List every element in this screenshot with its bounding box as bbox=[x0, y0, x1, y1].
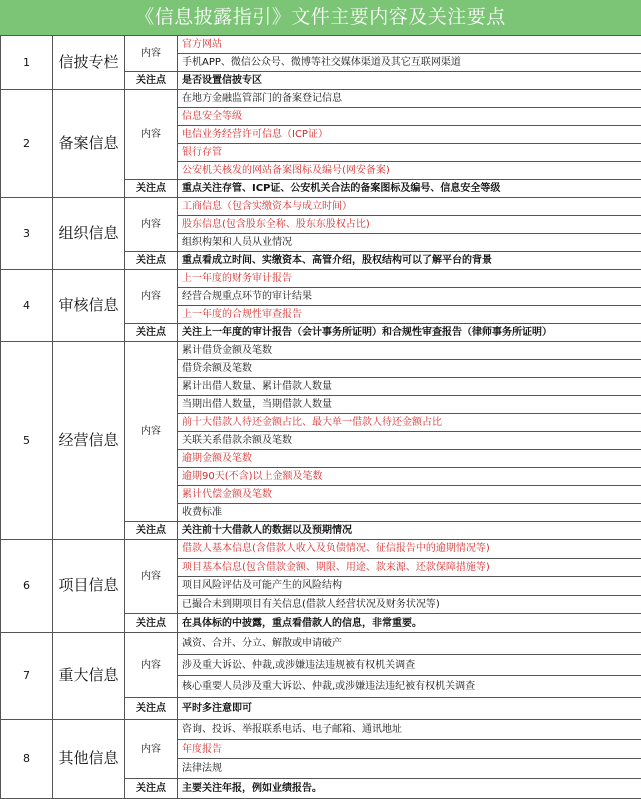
section-number: 3 bbox=[1, 198, 53, 270]
section-number: 2 bbox=[1, 90, 53, 198]
table-row bbox=[1, 90, 641, 108]
table-row bbox=[1, 198, 641, 216]
focus-label: 关注点 bbox=[125, 180, 178, 198]
focus-text: 关注前十大借款人的数据以及预期情况 bbox=[178, 522, 641, 540]
focus-text: 主要关注年报，例如业绩报告。 bbox=[178, 779, 641, 799]
content-item: 已撮合未到期项目有关信息(借款人经营状况及财务状况等) bbox=[178, 595, 641, 614]
focus-label: 关注点 bbox=[125, 72, 178, 90]
content-item: 年度报告 bbox=[178, 739, 641, 759]
focus-label: 关注点 bbox=[125, 522, 178, 540]
focus-text: 重点关注存管、ICP证、公安机关合法的备案图标及编号、信息安全等级 bbox=[178, 180, 641, 198]
content-item: 咨询、投诉、举报联系电话、电子邮箱、通讯地址 bbox=[178, 719, 641, 739]
content-item: 逾期金额及笔数 bbox=[178, 450, 641, 468]
content-item: 核心重要人员涉及重大诉讼、仲裁,或涉嫌违法违纪被有权机关调查 bbox=[178, 676, 641, 698]
content-item: 股东信息(包含股东全称、股东东股权占比) bbox=[178, 216, 641, 234]
content-item: 上一年度的合规性审查报告 bbox=[178, 306, 641, 324]
content-label: 内容 bbox=[125, 719, 178, 778]
content-item: 工商信息（包含实缴资本与成立时间） bbox=[178, 198, 641, 216]
section-name: 重大信息 bbox=[53, 632, 125, 719]
content-item: 收费标准 bbox=[178, 504, 641, 522]
content-item: 累计出借人数量、累计借款人数量 bbox=[178, 378, 641, 396]
content-item: 官方网站 bbox=[178, 36, 641, 54]
table-row bbox=[1, 632, 641, 654]
section-number: 8 bbox=[1, 719, 53, 798]
content-item: 组织构架和人员从业情况 bbox=[178, 234, 641, 252]
content-item: 银行存管 bbox=[178, 144, 641, 162]
content-label: 内容 bbox=[125, 342, 178, 522]
content-item: 经营合规重点环节的审计结果 bbox=[178, 288, 641, 306]
section-name: 审核信息 bbox=[53, 270, 125, 342]
focus-label: 关注点 bbox=[125, 324, 178, 342]
content-item: 减资、合并、分立、解散或申请破产 bbox=[178, 632, 641, 654]
section-name: 信披专栏 bbox=[53, 36, 125, 90]
section-number: 6 bbox=[1, 540, 53, 633]
focus-label: 关注点 bbox=[125, 614, 178, 633]
section-name: 备案信息 bbox=[53, 90, 125, 198]
disclosure-table bbox=[0, 35, 641, 799]
content-item: 信息安全等级 bbox=[178, 108, 641, 126]
section-number: 7 bbox=[1, 632, 53, 719]
focus-text: 关注上一年度的审计报告（会计事务所证明）和合规性审查报告（律师事务所证明） bbox=[178, 324, 641, 342]
focus-label: 关注点 bbox=[125, 698, 178, 720]
content-label: 内容 bbox=[125, 632, 178, 697]
section-number: 5 bbox=[1, 342, 53, 540]
content-item: 逾期90天(不含)以上金额及笔数 bbox=[178, 468, 641, 486]
content-label: 内容 bbox=[125, 90, 178, 180]
content-item: 在地方金融监管部门的备案登记信息 bbox=[178, 90, 641, 108]
content-label: 内容 bbox=[125, 198, 178, 252]
content-item: 公安机关核发的网站备案图标及编号(网安备案) bbox=[178, 162, 641, 180]
section-name: 其他信息 bbox=[53, 719, 125, 798]
content-item: 前十大借款人待还金额占比、最大单一借款人待还金额占比 bbox=[178, 414, 641, 432]
focus-label: 关注点 bbox=[125, 252, 178, 270]
content-item: 借款人基本信息(含借款人收入及负债情况、征信报告中的逾期情况等) bbox=[178, 540, 641, 559]
page-title: 《信息披露指引》文件主要内容及关注要点 bbox=[0, 0, 641, 35]
content-item: 涉及重大诉讼、仲裁,或涉嫌违法违规被有权机关调查 bbox=[178, 654, 641, 676]
content-item: 当期出借人数量，当期借款人数量 bbox=[178, 396, 641, 414]
content-item: 借贷余额及笔数 bbox=[178, 360, 641, 378]
content-label: 内容 bbox=[125, 270, 178, 324]
content-item: 累计借贷金额及笔数 bbox=[178, 342, 641, 360]
focus-text: 重点看成立时间、实缴资本、高管介绍，股权结构可以了解平台的背景 bbox=[178, 252, 641, 270]
content-item: 累计代偿金额及笔数 bbox=[178, 486, 641, 504]
focus-text: 是否设置信披专区 bbox=[178, 72, 641, 90]
focus-text: 平时多注意即可 bbox=[178, 698, 641, 720]
section-name: 经营信息 bbox=[53, 342, 125, 540]
focus-label: 关注点 bbox=[125, 779, 178, 799]
content-item: 法律法规 bbox=[178, 759, 641, 779]
section-name: 项目信息 bbox=[53, 540, 125, 633]
section-number: 4 bbox=[1, 270, 53, 342]
table-row bbox=[1, 36, 641, 54]
content-label: 内容 bbox=[125, 36, 178, 72]
table-row bbox=[1, 719, 641, 739]
content-item: 项目基本信息(包含借款金额、期限、用途、款来源、还款保障措施等) bbox=[178, 558, 641, 577]
content-label: 内容 bbox=[125, 540, 178, 614]
content-item: 手机APP、微信公众号、微博等社交媒体渠道及其它互联网渠道 bbox=[178, 54, 641, 72]
content-item: 项目风险评估及可能产生的风险结构 bbox=[178, 577, 641, 596]
content-item: 电信业务经营许可信息（ICP证） bbox=[178, 126, 641, 144]
content-item: 上一年度的财务审计报告 bbox=[178, 270, 641, 288]
section-number: 1 bbox=[1, 36, 53, 90]
section-name: 组织信息 bbox=[53, 198, 125, 270]
table-row bbox=[1, 342, 641, 360]
focus-text: 在具体标的中披露，重点看借款人的信息，非常重要。 bbox=[178, 614, 641, 633]
table-row bbox=[1, 270, 641, 288]
table-row bbox=[1, 540, 641, 559]
content-item: 关联关系借款余额及笔数 bbox=[178, 432, 641, 450]
